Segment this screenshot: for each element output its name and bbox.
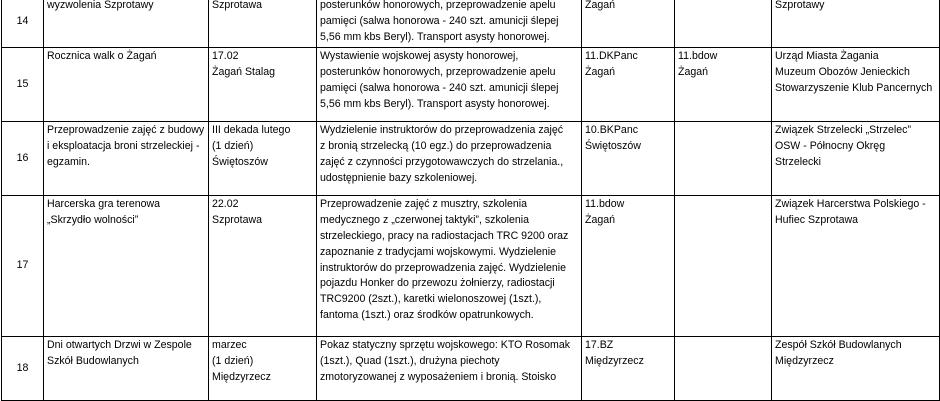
- row-number: 15: [2, 48, 44, 122]
- cell-text-line: 5,56 mm kbs Beryl). Transport asysty honorowej.: [320, 30, 550, 43]
- cell-text-line: instruktorów do przeprowadzenia zajęć. Wydzielenie: [320, 261, 567, 274]
- cell-text-line: z bronią strzelecką (10 egz.) do przeprowadzenia: [320, 140, 552, 153]
- cell-text-line: 17.BZ: [585, 339, 614, 352]
- table-row: [2, 122, 940, 196]
- cell-text-line: Związek Strzelecki „Strzelec”: [775, 124, 911, 137]
- event-name-cell: [44, 0, 209, 48]
- cell-text-line: Międzyrzecz: [775, 355, 834, 368]
- row-number: 17: [2, 196, 44, 337]
- cell-text-line: TRC9200 (2szt.), karetki wielonoszowej (1szt.),: [320, 293, 542, 306]
- cell-text-line: udostępnienie bazy szkoleniowej.: [320, 171, 478, 184]
- cell-text-line: „Skrzydło wolności”: [47, 214, 139, 227]
- cell-text-line: zapoznanie z tradycjami wojskowymi. Wydzielenie: [320, 245, 557, 258]
- cell-text-line: wyzwolenia Szprotawy: [47, 0, 154, 11]
- cell-text-line: Stowarzyszenie Klub Pancernych: [775, 81, 933, 94]
- cell-text-line: III dekada lutego: [212, 124, 291, 137]
- cell-text-line: Związek Harcerstwa Polskiego -: [775, 198, 926, 211]
- cell-text-line: Żagań Stalag: [212, 66, 276, 79]
- cell-text-line: pojazdu Honker do przewozu żołnierzy, radiostacji: [320, 277, 555, 290]
- cell-text-line: Świętoszów: [212, 155, 268, 168]
- cell-text-line: OSW - Północny Okręg: [775, 140, 886, 153]
- cell-text-line: Szprotawy: [775, 0, 825, 11]
- unit-cell: [582, 196, 675, 337]
- cell-text-line: Żagań: [585, 66, 616, 79]
- supporting-unit-cell: [675, 122, 772, 196]
- row-number: 16: [2, 122, 44, 196]
- cell-text-line: egzamin.: [47, 155, 90, 168]
- organizer-cell: [772, 122, 940, 196]
- unit-cell: [582, 337, 675, 401]
- cell-text-line: strzeleckiego, pracy na radiostacjach TRC 9200 oraz: [320, 229, 569, 242]
- cell-text-line: Rocznica walk o Żagań: [47, 50, 157, 63]
- cell-text-line: (1szt.), Quad (1szt.), drużyna piechoty: [320, 355, 500, 368]
- description-cell: [317, 122, 582, 196]
- description-cell: [317, 48, 582, 122]
- supporting-unit-cell: [675, 48, 772, 122]
- date-place-cell: [209, 337, 317, 401]
- event-name-cell: [44, 196, 209, 337]
- cell-text-line: i eksploatacja broni strzeleckiej -: [47, 140, 200, 153]
- cell-text-line: Przeprowadzenie zajęć z musztry, szkolenia: [320, 198, 528, 211]
- cell-text-line: Żagań: [585, 214, 616, 227]
- description-cell: [317, 0, 582, 48]
- cell-text-line: zajęć z czynności przygotowawczych do strzelania.,: [320, 155, 564, 168]
- cell-text-line: Strzelecki: [775, 155, 821, 168]
- supporting-unit-cell: [675, 337, 772, 401]
- description-cell: [317, 337, 582, 401]
- cell-text-line: 11.bdow: [678, 50, 718, 63]
- cell-text-line: Dni otwartych Drzwi w Zespole: [47, 339, 192, 352]
- cell-text-line: 11.DKPanc: [585, 50, 638, 63]
- cell-text-line: (1 dzień): [212, 140, 254, 153]
- description-cell: [317, 196, 582, 337]
- cell-text-line: fantoma (1szt.) oraz środków opatrunkowych.: [320, 308, 534, 321]
- cell-text-line: Międzyrzecz: [212, 370, 271, 383]
- cell-text-line: Żagań: [678, 66, 709, 79]
- date-place-cell: [209, 122, 317, 196]
- cell-text-line: Pokaz statyczny sprzętu wojskowego: KTO Rosomak: [320, 339, 571, 352]
- unit-cell: [582, 122, 675, 196]
- cell-text-line: Wystawienie wojskowej asysty honorowej,: [320, 50, 519, 63]
- organizer-cell: [772, 196, 940, 337]
- cell-text-line: Świętoszów: [585, 140, 641, 153]
- events-table-body: [2, 0, 940, 401]
- table-row: [2, 337, 940, 401]
- date-place-cell: [209, 0, 317, 48]
- cell-text-line: Szkół Budowlanych: [47, 355, 139, 368]
- cell-text-line: Wydzielenie instruktorów do przeprowadzenia zajęć: [320, 124, 564, 137]
- event-name-cell: [44, 122, 209, 196]
- row-number: 18: [2, 337, 44, 401]
- cell-text-line: Harcerska gra terenowa: [47, 198, 161, 211]
- cell-text-line: (1 dzień): [212, 355, 254, 368]
- table-row: [2, 196, 940, 337]
- table-row: [2, 48, 940, 122]
- cell-text-line: Hufiec Szprotawa: [775, 214, 859, 227]
- table-row: [2, 0, 940, 48]
- row-number: 14: [2, 0, 44, 48]
- cell-text-line: Międzyrzecz: [585, 355, 644, 368]
- cell-text-line: pamięci (salwa honorowa - 240 szt. amunicji ślepej: [320, 14, 559, 27]
- date-place-cell: [209, 48, 317, 122]
- cell-text-line: pamięci (salwa honorowa - 240 szt. amunicji ślepej: [320, 81, 559, 94]
- unit-cell: [582, 48, 675, 122]
- cell-text-line: Szprotawa: [212, 214, 263, 227]
- cell-text-line: Żagań: [585, 0, 616, 11]
- event-name-cell: [44, 337, 209, 401]
- date-place-cell: [209, 196, 317, 337]
- cell-text-line: Urząd Miasta Żagania: [775, 50, 879, 63]
- events-table: [1, 0, 940, 401]
- cell-text-line: medycznego z „czerwonej taktyki”, szkolenia: [320, 214, 530, 227]
- organizer-cell: [772, 337, 940, 401]
- cell-text-line: posterunków honorowych, przeprowadzenie apelu: [320, 66, 556, 79]
- cell-text-line: zmotoryzowanej z wyposażeniem i bronią. Stoisko: [320, 370, 557, 383]
- cell-text-line: marzec: [212, 339, 247, 352]
- cell-text-line: 11.bdow: [585, 198, 625, 211]
- organizer-cell: [772, 48, 940, 122]
- supporting-unit-cell: [675, 0, 772, 48]
- cell-text-line: 10.BKPanc: [585, 124, 639, 137]
- cell-text-line: 17.02: [212, 50, 239, 63]
- cell-text-line: 22.02: [212, 198, 239, 211]
- cell-text-line: Zespół Szkół Budowlanych: [775, 339, 902, 352]
- cell-text-line: 5,56 mm kbs Beryl). Transport asysty honorowej.: [320, 97, 550, 110]
- cell-text-line: Przeprowadzenie zajęć z budowy: [47, 124, 205, 137]
- organizer-cell: [772, 0, 940, 48]
- cell-text-line: posterunków honorowych, przeprowadzenie apelu: [320, 0, 556, 11]
- unit-cell: [582, 0, 675, 48]
- event-name-cell: [44, 48, 209, 122]
- supporting-unit-cell: [675, 196, 772, 337]
- cell-text-line: Muzeum Obozów Jenieckich: [775, 66, 910, 79]
- cell-text-line: Szprotawa: [212, 0, 263, 11]
